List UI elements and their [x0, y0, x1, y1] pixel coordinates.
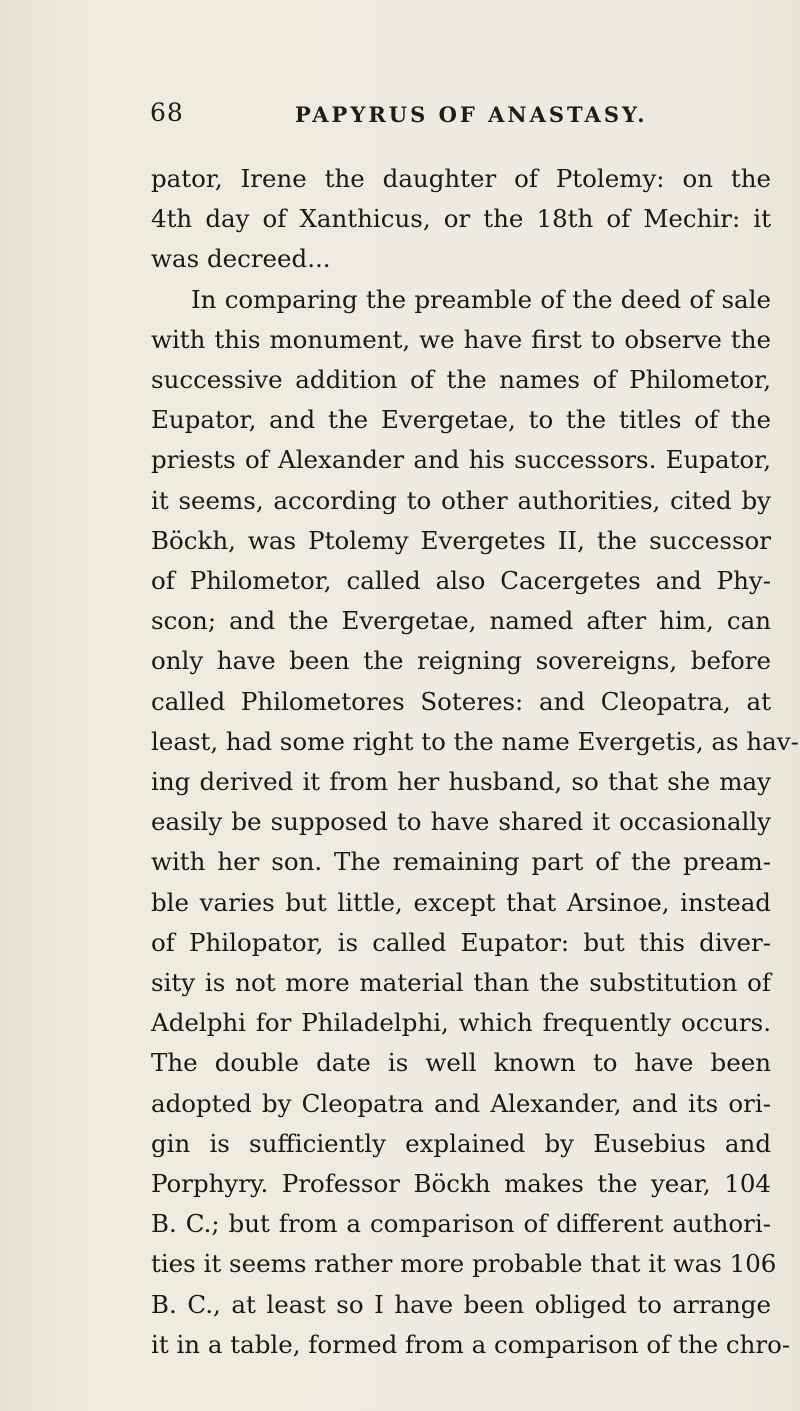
- text-line: only have been the reigning sovereigns, before: [151, 646, 771, 676]
- text-line: it in a table, formed from a comparison of the chro-: [151, 1329, 791, 1359]
- text-line: ties it seems rather more probable that it was 106: [151, 1249, 777, 1279]
- text-line: called Philometores Soteres: and Cleopatra, at: [151, 686, 771, 716]
- text-line: successive addition of the names of Philometor,: [151, 365, 771, 395]
- running-title: PAPYRUS OF ANASTASY.: [295, 102, 648, 127]
- text-line: B. C., at least so I have been obliged to arrange: [151, 1289, 771, 1319]
- paragraph-start-line: In comparing the preamble of the deed of sale: [191, 284, 771, 314]
- text-line: it seems, according to other authorities, cited by: [151, 485, 771, 515]
- text-line: 4th day of Xanthicus, or the 18th of Mechir: it: [151, 204, 771, 234]
- text-line: of Philometor, called also Cacergetes and Phy-: [151, 566, 771, 596]
- text-line: Eupator, and the Evergetae, to the titles of the: [151, 405, 771, 435]
- body-text: [151, 159, 799, 1365]
- text-line: of Philopator, is called Eupator: but this diver-: [151, 927, 771, 957]
- text-line: Böckh, was Ptolemy Evergetes II, the successor: [151, 525, 771, 555]
- text-line: Adelphi for Philadelphi, which frequently occurs.: [151, 1008, 771, 1038]
- text-line: with her son. The remaining part of the pream-: [151, 847, 771, 877]
- text-line: ble varies but little, except that Arsinoe, instead: [151, 887, 771, 917]
- text-line: adopted by Cleopatra and Alexander, and its ori-: [151, 1088, 771, 1118]
- text-line: ing derived it from her husband, so that she may: [151, 767, 771, 797]
- text-line: least, had some right to the name Evergetis, as hav-: [151, 726, 799, 756]
- text-line: scon; and the Evergetae, named after him, can: [151, 606, 771, 636]
- text-line: pator, Irene the daughter of Ptolemy: on the: [151, 164, 771, 193]
- text-line: easily be supposed to have shared it occasionally: [151, 807, 771, 837]
- text-line: was decreed...: [151, 244, 331, 274]
- text-line: priests of Alexander and his successors. Eupator,: [151, 445, 771, 475]
- text-line: The double date is well known to have been: [151, 1048, 771, 1078]
- page-header: [150, 98, 800, 138]
- page-number: 68: [150, 98, 184, 127]
- text-line: sity is not more material than the substitution of: [151, 968, 771, 998]
- text-line: gin is sufficiently explained by Eusebius and: [151, 1128, 771, 1158]
- text-line: with this monument, we have first to observe the: [151, 324, 771, 354]
- text-line: B. C.; but from a comparison of different authori-: [151, 1209, 771, 1239]
- text-line: Porphyry. Professor Böckh makes the year, 104: [151, 1169, 771, 1199]
